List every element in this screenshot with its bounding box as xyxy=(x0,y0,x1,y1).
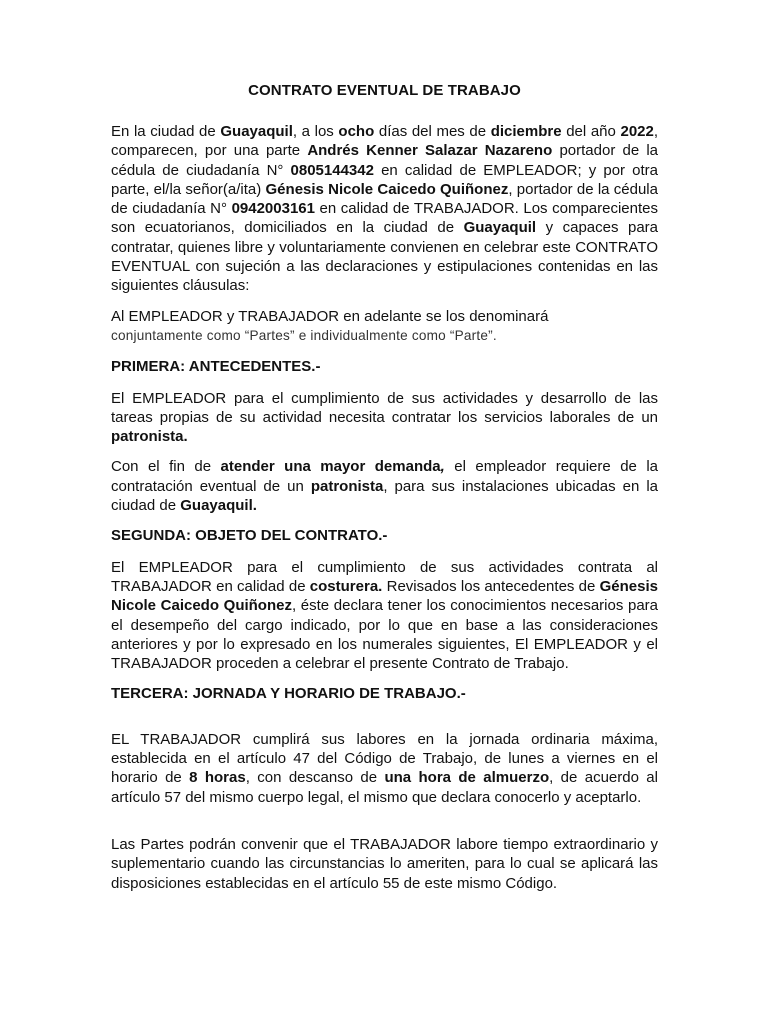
intro-paragraph xyxy=(111,122,658,296)
intro-text: portador de la cédula de ciudadanía N° xyxy=(111,142,659,179)
intro-text: del año xyxy=(561,123,621,140)
month-text: diciembre xyxy=(490,123,562,140)
tercera-paragraph-1 xyxy=(111,730,658,807)
body-text: el empleador requiere de la contratación eventual de un xyxy=(111,458,658,495)
body-text: El EMPLEADOR para el cumplimiento de sus actividades y desarrollo de las tareas propias de su actividad necesita contratar los servicios laborales de un xyxy=(111,389,658,426)
body-text: , éste declara tener los conocimientos necesarios para el desempeño del cargo indicado, por lo que en base a las consideraciones anteriores y por lo expresado en los numerales siguientes, El EMPLEADOR y el TRABAJADOR proceden a celebrar el presente Contrato de Trabajo. xyxy=(111,597,658,673)
worker-name: Génesis Nicole Caicedo Quiñonez xyxy=(111,577,658,615)
section-heading-primera: PRIMERA: ANTECEDENTES.- xyxy=(111,358,321,376)
intro-text: , portador de la cédula de ciudadanía N° xyxy=(111,180,658,218)
document-title: CONTRATO EVENTUAL DE TRABAJO xyxy=(248,82,521,99)
employer-id-number: 0805144342 xyxy=(290,161,374,179)
primera-paragraph-1 xyxy=(111,389,658,447)
parties-paragraph xyxy=(111,307,658,346)
role-text: patronista xyxy=(310,477,384,495)
body-text: , para sus instalaciones ubicadas en la ciudad de xyxy=(111,477,658,515)
role-text: patronista. xyxy=(111,428,188,446)
section-heading-tercera: TERCERA: JORNADA Y HORARIO DE TRABAJO.- xyxy=(111,685,466,703)
worker-id-number: 0942003161 xyxy=(231,200,315,218)
break-text: una hora de almuerzo xyxy=(384,769,550,787)
parties-line: Al EMPLEADOR y TRABAJADOR en adelante se los denominará xyxy=(111,307,549,325)
segunda-paragraph xyxy=(111,558,658,674)
intro-text: en calidad de EMPLEADOR; y por otra parte, el/la señor(a/ita) xyxy=(111,161,658,198)
intro-text: y capaces para contratar, quienes libre y voluntariamente convienen en celebrar este CONTRATO EVENTUAL con sujeción a las declaraciones y estipulaciones contenidas en las siguientes cláusulas: xyxy=(111,219,658,295)
body-text: Con el fin de xyxy=(111,458,221,476)
parties-line-small: conjuntamente como “Partes” e individualmente como “Parte”. xyxy=(111,327,497,343)
year-text: 2022 xyxy=(620,123,654,140)
body-text: , con descanso de xyxy=(245,769,385,787)
intro-text: , a los xyxy=(292,123,339,140)
section-heading-segunda: SEGUNDA: OBJETO DEL CONTRATO.- xyxy=(111,527,388,545)
day-text: ocho xyxy=(338,123,375,140)
city-name: Guayaquil xyxy=(220,123,293,140)
body-text: El EMPLEADOR para el cumplimiento de sus actividades contrata al TRABAJADOR en calidad de xyxy=(111,558,658,595)
intro-text: En la ciudad de xyxy=(111,123,221,140)
body-text: EL TRABAJADOR cumplirá sus labores en la jornada ordinaria máxima, establecida en el artículo 47 del Código de Trabajo, de lunes a viernes en el horario de xyxy=(111,730,658,787)
intro-text: , comparecen, por una parte xyxy=(111,123,659,160)
tercera-paragraph-2: Las Partes podrán convenir que el TRABAJADOR labore tiempo extraordinario y suplementario cuando las circunstancias lo ameriten, para lo cual se aplicará las disposiciones establecidas en el artículo 55 de este mismo Código. xyxy=(111,835,658,892)
city-name: Guayaquil xyxy=(463,219,537,237)
hours-text: 8 horas xyxy=(189,769,246,787)
body-text: , de acuerdo al artículo 57 del mismo cuerpo legal, el mismo que declara conocerlo y aceptarlo. xyxy=(111,769,658,806)
intro-text: días del mes de xyxy=(374,123,491,140)
intro-text: en calidad de TRABAJADOR. Los comparecientes son ecuatorianos, domiciliados en la ciudad de xyxy=(111,200,658,237)
purpose-text: atender una mayor demanda xyxy=(220,458,441,476)
position-text: costurera. xyxy=(309,577,383,595)
purpose-comma: , xyxy=(440,458,445,476)
employer-name: Andrés Kenner Salazar Nazareno xyxy=(307,142,553,160)
body-text: Revisados los antecedentes de xyxy=(382,577,600,595)
primera-paragraph-2 xyxy=(111,457,658,515)
worker-name: Génesis Nicole Caicedo Quiñonez xyxy=(265,180,509,198)
city-name: Guayaquil. xyxy=(180,497,257,515)
